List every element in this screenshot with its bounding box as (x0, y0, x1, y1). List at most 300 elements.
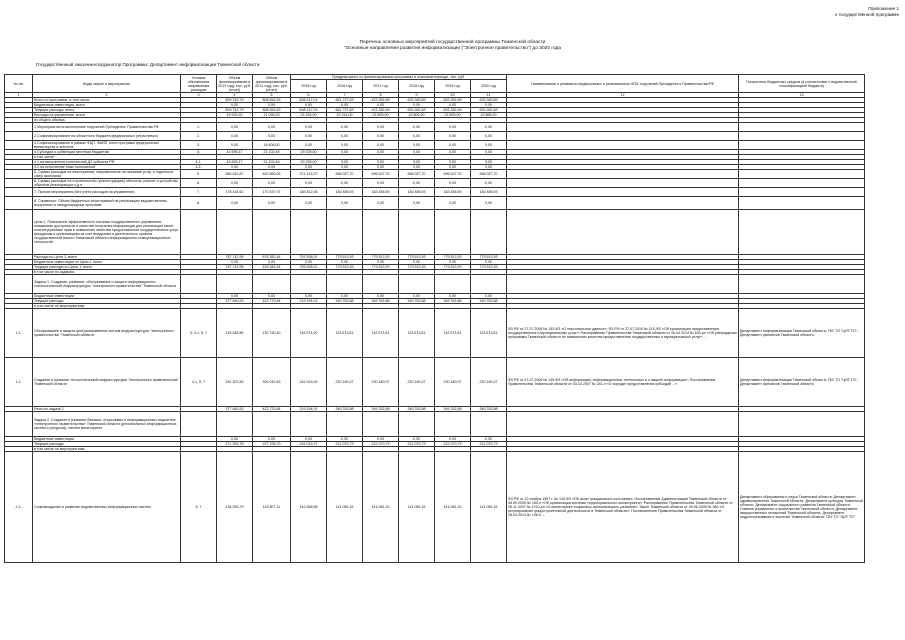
row-year-value: 0,00 (291, 179, 327, 188)
row-conditions: 4.2. (181, 165, 217, 170)
column-number: 7 (327, 93, 363, 98)
measures-table (4, 74, 865, 563)
row-conditions: 3. (181, 141, 217, 150)
empty-cell (507, 210, 739, 255)
row-year-value: 0,00 (291, 260, 327, 265)
row-year-value: 0,00 (471, 260, 507, 265)
row-year-value: 423 282,69 (363, 98, 399, 103)
column-number: 10 (435, 93, 471, 98)
row-conditions: 6. (181, 179, 217, 188)
row-year-value: 22 214,00 (327, 113, 363, 118)
row-year-value: 0,00 (363, 165, 399, 170)
empty-cell (471, 412, 507, 437)
empty-cell (435, 275, 471, 294)
row-year-value: 633 282,69 (399, 98, 435, 103)
row-recipients (739, 123, 865, 132)
row-vol-2013: 0,00 (217, 165, 253, 170)
row-num (5, 132, 33, 141)
row-year-value: 596 027,70 (363, 170, 399, 179)
row-name: Всего по программе, в том числе: (33, 98, 181, 103)
row-recipients: Департамент образования и науки Тюменской области; Департамент здравоохранения Тюменской области; Департамент культуры Тюменской области; Департамент социального развития Тюменской области; Главное управление строительства Тюменской области; Департамент имущественных отношений Тюменской области; Департамент недропользования и экологии Тюменской области; ГБУ ТО "ЦИТ ТО" (739, 452, 865, 563)
row-vol-2014: 678 382,44 (253, 265, 291, 270)
column-number: 5 (253, 93, 291, 98)
row-year-value: 633 282,69 (435, 98, 471, 103)
column-number: 2 (33, 93, 181, 98)
row-year-value: 0,00 (471, 294, 507, 299)
row-year-value: 0,00 (471, 197, 507, 210)
row-name: 4.1.на выполнение полномочий ДЗ субъекта РФ (33, 160, 181, 165)
row-year-value: 0,00 (399, 260, 435, 265)
row-name: Бюджетные инвестиции (33, 437, 181, 442)
row-vol-2014: 21 099,23 (253, 113, 291, 118)
appendix-line-2: к государственной программе (835, 11, 899, 17)
column-number: 4 (217, 93, 253, 98)
row-num (5, 123, 33, 132)
row-num (5, 179, 33, 188)
row-name: Бюджетные инвестиции, всего (33, 103, 181, 108)
row-year-value: 185 812,08 (291, 188, 327, 197)
row-vol-2013: 19 939,32 (217, 113, 253, 118)
row-year-value: 349 762,88 (435, 299, 471, 304)
row-acts (507, 123, 739, 132)
header-year: 2015 год (291, 80, 327, 93)
row-year-value: 0,00 (399, 103, 435, 108)
row-vol-2013: 42 695,17 (217, 160, 253, 165)
row-vol-2013: 115 345,86 (217, 309, 253, 358)
empty-cell (739, 275, 865, 294)
row-vol-2014: 678 382,44 (253, 255, 291, 260)
row-name: 4.2.на исполнение иных полномочий (33, 165, 181, 170)
header-conditions: Условия обеспечения направления расходов (181, 75, 217, 93)
row-year-value: 779 513,93 (327, 265, 363, 270)
row-year-value: 0,00 (291, 437, 327, 442)
row-year-value: 119 573,61 (471, 309, 507, 358)
row-year-value: 22 809,00 (435, 113, 471, 118)
row-conditions: 4.1. (181, 160, 217, 165)
row-num (5, 412, 33, 437)
row-year-value: 349 762,88 (471, 299, 507, 304)
row-year-value: 0,00 (435, 294, 471, 299)
row-num (5, 275, 33, 294)
row-year-value: 0,00 (399, 179, 435, 188)
row-year-value: 0,00 (291, 141, 327, 150)
table-row (5, 179, 865, 188)
row-year-value: 349 762,88 (399, 299, 435, 304)
row-conditions: 8. (181, 197, 217, 210)
row-year-value: 29 239,00 (291, 150, 327, 155)
empty-cell (291, 412, 327, 437)
header-acts: Наименование и реквизиты федеральных и региональных НПА, поручений Президента и Правительства РФ (507, 75, 739, 93)
row-year-value: 0,00 (471, 103, 507, 108)
row-name: Текущие расходы (33, 442, 181, 447)
header-year: 2016 год (327, 80, 363, 93)
row-vol-2014: 115 807,11 (253, 452, 291, 563)
empty-cell (435, 210, 471, 255)
row-vol-2014: 0,00 (253, 260, 291, 265)
empty-cell (181, 275, 217, 294)
row-year-value: 779 513,93 (435, 265, 471, 270)
column-number: 3 (181, 93, 217, 98)
row-year-value: 0,00 (327, 260, 363, 265)
row-year-value: 651 727,63 (327, 108, 363, 113)
row-year-value: 0,00 (435, 437, 471, 442)
column-number: 13 (739, 93, 865, 98)
row-year-value: 0,00 (327, 103, 363, 108)
empty-cell (471, 275, 507, 294)
row-year-value: 349 762,88 (363, 299, 399, 304)
empty-cell (327, 210, 363, 255)
row-year-value: 0,00 (435, 165, 471, 170)
row-year-value: 219 194,01 (291, 299, 327, 304)
empty-cell (253, 275, 291, 294)
row-acts: Ф3 РФ от 27.07.2006 № 152-ФЗ «О персональных данных»; Ф3 РФ от 27.07.2010 № 210-ФЗ «Об организации предоставления государственных и муниципальных услуг»; Распоряжение Правительства Тюменской области от 16.04.2014 № 630-рп «Об утверждении программы Тюменской области по повышению качества предоставления государственных и муниципальных услуг» ... (507, 309, 739, 358)
row-vol-2013: 134 053,79 (217, 452, 253, 563)
row-year-value: 0,00 (291, 103, 327, 108)
row-vol-2013: 0,00 (217, 132, 253, 141)
row-conditions: 4. (181, 150, 217, 155)
row-year-value: 22 809,00 (399, 113, 435, 118)
row-name: Итого по задаче 1 (33, 407, 181, 412)
row-vol-2013: 377 640,53 (217, 407, 253, 412)
row-year-value: 0,00 (471, 160, 507, 165)
row-year-value: 115 574,00 (291, 309, 327, 358)
row-acts (507, 132, 739, 141)
row-year-value: 779 513,93 (471, 265, 507, 270)
row-year-value: 779 513,93 (435, 255, 471, 260)
section-row (5, 412, 865, 437)
row-year-value: 349 762,88 (435, 407, 471, 412)
row-num (5, 188, 33, 197)
row-year-value: 119 573,61 (435, 309, 471, 358)
row-year-value: 0,00 (327, 165, 363, 170)
row-name: в том числе: (33, 155, 181, 160)
row-vol-2014: 302 040,45 (253, 358, 291, 407)
row-recipients (739, 132, 865, 141)
row-year-value: 0,00 (363, 150, 399, 155)
row-vol-2013: 0,00 (217, 294, 253, 299)
header-name: Виды затрат и мероприятия (33, 75, 181, 93)
row-year-value: 0,00 (291, 132, 327, 141)
row-conditions: 4.1, 5, 7 (181, 358, 217, 407)
row-year-value: 0,00 (399, 132, 435, 141)
row-recipients (739, 197, 865, 210)
row-name: 8. Справочно: Объем бюджетных ассигнований на реализацию ведомственных, внутренних и международных программ (33, 197, 181, 210)
column-number: 8 (363, 93, 399, 98)
row-year-value: 212 070,73 (435, 442, 471, 447)
column-number: 9 (399, 93, 435, 98)
row-year-value: 0,00 (363, 132, 399, 141)
row-recipients (739, 141, 865, 150)
row-vol-2013: 0,00 (217, 123, 253, 132)
row-name: Текущие расходы по Цели 1, всего (33, 265, 181, 270)
row-year-value: 22 254,00 (291, 113, 327, 118)
row-year-value: 371 143,37 (291, 170, 327, 179)
row-name: 6. Суммы расходов на строительство (реконструкцию) объектов, ремонт и устройство объектов реализующих к.д.н. (33, 179, 181, 188)
row-year-value: 0,00 (435, 179, 471, 188)
row-vol-2013: 787 742,95 (217, 265, 253, 270)
row-name: 1.Мероприятия на выполнение поручений Президента, Правительства РФ (33, 123, 181, 132)
row-recipients: Департамент информатизации Тюменской области; ГБУ ТО "ЦИТ ТО"; Департамент финансов Тюменской области (739, 309, 865, 358)
row-year-value: 779 513,93 (471, 255, 507, 260)
row-vol-2014: 808 562,53 (253, 108, 291, 113)
row-year-value: 0,00 (363, 197, 399, 210)
customer-line: Государственный заказчик-координатор Программы: Департамент информатизации Тюменской области (36, 62, 260, 67)
row-year-value: 0,00 (363, 179, 399, 188)
empty-cell (291, 275, 327, 294)
header-recipients: Получатели бюджетных средств (в соответствии с ведомственной классификацией бюджета) (739, 75, 865, 93)
row-name: в том числе по мероприятиям: (33, 304, 181, 309)
header-year: 2017 год (363, 80, 399, 93)
empty-cell (363, 275, 399, 294)
row-vol-2014: 0,00 (253, 103, 291, 108)
row-year-value: 219 194,01 (291, 407, 327, 412)
row-year-value: 183 485,93 (363, 188, 399, 197)
row-year-value: 141 081,32 (363, 452, 399, 563)
row-year-value: 0,00 (363, 437, 399, 442)
empty-cell (181, 412, 217, 437)
empty-cell (217, 275, 253, 294)
column-number: 12 (507, 93, 739, 98)
header-year: 2020 год (471, 80, 507, 93)
row-year-value: 0,00 (471, 123, 507, 132)
row-year-value: 779 513,93 (363, 255, 399, 260)
row-vol-2014: 0,00 (253, 437, 291, 442)
row-acts: Ф3 РФ от 12 ноября 1997 г. № 143-ФЗ «Об актах гражданского состояния»; Постановление Администрации Тюменской области от 06.09.2005 № 150-п «Об организации системы территориального мониторинга»; Распоряжение Правительства Тюменской области от 26.11.2007 № 1010-рп «О мониторинге социально-экономического развития»; Закон Тюменской области от 09.06.2005 № 380 «О регулировании градостроительной деятельности в Тюменской области»; Постановление Правительства Тюменской области от 28.04.2014 № 196-п ... (507, 452, 739, 563)
row-vol-2013: 377 640,53 (217, 299, 253, 304)
document-title-line-1: Перечень основных мероприятий государственной программы Тюменской области (359, 40, 546, 45)
row-conditions: 5. (181, 170, 217, 179)
row-num (5, 210, 33, 255)
row-year-value: 141 081,32 (327, 452, 363, 563)
empty-cell (471, 210, 507, 255)
row-vol-2013: 0,00 (217, 197, 253, 210)
row-year-value: 0,00 (363, 123, 399, 132)
row-year-value: 29 239,00 (291, 160, 327, 165)
row-year-value: 0,00 (435, 103, 471, 108)
row-num: 1.2. (5, 358, 33, 407)
row-year-value: 838 217,01 (291, 108, 327, 113)
row-year-value: 349 762,88 (327, 299, 363, 304)
row-year-value: 596 027,70 (327, 170, 363, 179)
row-recipients (739, 170, 865, 179)
row-year-value: 22 809,00 (363, 113, 399, 118)
row-name: Расходы на управление, всего (33, 113, 181, 118)
row-year-value: 0,00 (399, 197, 435, 210)
row-vol-2013: 787 742,95 (217, 255, 253, 260)
row-year-value: 22 865,00 (471, 113, 507, 118)
row-year-value: 0,00 (327, 437, 363, 442)
row-recipients (739, 188, 865, 197)
row-vol-2013: 291 307,82 (217, 358, 253, 407)
row-year-value: 349 762,88 (327, 407, 363, 412)
row-vol-2014: 21 102,49 (253, 150, 291, 155)
column-number: 11 (471, 93, 507, 98)
row-vol-2013: 0,00 (217, 260, 253, 265)
row-year-value: 212 070,73 (471, 442, 507, 447)
row-year-value: 0,00 (399, 150, 435, 155)
row-year-value: 779 513,93 (363, 265, 399, 270)
row-num: 1.1. (5, 309, 33, 358)
row-vol-2014: 0,00 (253, 179, 291, 188)
row-vol-2014: 422 770,84 (253, 299, 291, 304)
row-year-value: 349 762,88 (471, 407, 507, 412)
row-year-value: 141 081,32 (471, 452, 507, 563)
row-year-value: 793 538,01 (291, 255, 327, 260)
row-name: Бюджетные инвестиции по Цели 1, всего (33, 260, 181, 265)
row-year-value: 0,00 (291, 165, 327, 170)
empty-cell (507, 275, 739, 294)
table-row (5, 452, 865, 563)
table-row (5, 170, 865, 179)
row-year-value: 651 727,63 (327, 98, 363, 103)
header-year: 2018 год (399, 80, 435, 93)
row-year-value: 242 619,25 (291, 358, 327, 407)
row-year-value: 633 282,69 (471, 108, 507, 113)
row-num (5, 141, 33, 150)
row-name: 2.Софинансирование на областного бюджета федеральных (отраслевых) (33, 132, 181, 141)
section-text: Цель 1. Повышение эффективности системы государственного управления, повышение доступности и качества получения информации для реализации своих конституционных прав и повышение качества предоставления государственных услуг гражданам и организациям за счет внедрения в деятельность органов государственной власти Тюменской области информационно-коммуникационных технологий. (33, 210, 181, 255)
header-row (5, 75, 865, 80)
row-year-value: 0,00 (363, 160, 399, 165)
row-year-value: 596 027,70 (435, 170, 471, 179)
row-num: 2.1. (5, 452, 33, 563)
row-year-value: 0,00 (291, 197, 327, 210)
row-vol-2014: 0,00 (253, 197, 291, 210)
row-year-value: 183 485,93 (435, 188, 471, 197)
table-row (5, 132, 865, 141)
row-year-value: 779 513,93 (399, 265, 435, 270)
row-year-value: 0,00 (327, 179, 363, 188)
row-name: Обслуживание и защита централизованных систем инфраструктуры "электронного правительства" Тюменской области (33, 309, 181, 358)
empty-cell (291, 210, 327, 255)
row-vol-2014: 0,00 (253, 132, 291, 141)
header-vol-2013: Объем финансирования в 2013 году, тыс. руб. (отчет) (218, 75, 251, 92)
table-row (5, 141, 865, 150)
row-year-value: 119 573,61 (363, 309, 399, 358)
row-vol-2013: 178 424,62 (217, 188, 253, 197)
row-name: Сопровождение и развитие ведомственных информационных систем (33, 452, 181, 563)
row-name: 3.Софинансирование в рамках ФЦП, ФАИП, иных программ федеральных министерств и агентств (33, 141, 181, 150)
header-num: № п/п (5, 75, 33, 93)
section-row (5, 210, 865, 255)
row-year-value: 0,00 (327, 197, 363, 210)
row-acts: Ф3 РФ от 27.07.2006 № 149-ФЗ «Об информации, информационных технологиях и о защите информации»; Постановление Правительства Тюменской области от 03.10.2007 № 241-п «О порядке предоставления субсидий ...» (507, 358, 739, 407)
row-vol-2014: 170 437,97 (253, 188, 291, 197)
column-number: 6 (291, 93, 327, 98)
row-year-value: 0,00 (363, 103, 399, 108)
row-vol-2014: 422 770,84 (253, 407, 291, 412)
row-vol-2014: 21 102,49 (253, 160, 291, 165)
empty-cell (399, 412, 435, 437)
row-name: из общего объема: (33, 118, 181, 123)
row-year-value: 0,00 (327, 123, 363, 132)
row-vol-2013: 0,00 (217, 103, 253, 108)
row-year-value: 0,00 (435, 160, 471, 165)
row-year-value: 0,00 (399, 123, 435, 132)
header-year: 2019 год (435, 80, 471, 93)
empty-cell (327, 412, 363, 437)
row-year-value: 0,00 (471, 437, 507, 442)
table-row (5, 123, 865, 132)
appendix-line-1: Приложение 1 (868, 6, 899, 11)
row-year-value: 212 070,73 (327, 442, 363, 447)
row-year-value: 212 070,73 (399, 442, 435, 447)
row-year-value: 0,00 (435, 123, 471, 132)
appendix-note (835, 6, 899, 17)
row-year-value: 793 538,01 (291, 265, 327, 270)
row-vol-2013: 42 695,17 (217, 150, 253, 155)
empty-cell (507, 412, 739, 437)
row-year-value: 423 282,69 (363, 108, 399, 113)
row-vol-2014: 227 708,79 (253, 442, 291, 447)
row-name: 5. Суммы расходов на мероприятия, направленные на оказание услуг и отдельных сфер экономики (33, 170, 181, 179)
row-year-value: 0,00 (399, 165, 435, 170)
row-year-value: 0,00 (399, 160, 435, 165)
row-vol-2014: 0,00 (253, 165, 291, 170)
empty-cell (363, 412, 399, 437)
empty-cell (739, 210, 865, 255)
empty-cell (253, 210, 291, 255)
row-acts (507, 170, 739, 179)
empty-cell (363, 210, 399, 255)
row-vol-2014: 808 562,53 (253, 98, 291, 103)
row-year-value: 119 573,61 (399, 309, 435, 358)
row-year-value: 349 762,88 (399, 407, 435, 412)
empty-cell (181, 210, 217, 255)
table-row (5, 188, 865, 197)
row-vol-2014: 16 606,00 (253, 141, 291, 150)
header-vol-2014: Объем финансирования в 2014 году, тыс. руб. (отчет) (253, 75, 291, 93)
empty-cell (399, 210, 435, 255)
row-year-value: 0,00 (471, 132, 507, 141)
row-acts (507, 179, 739, 188)
section-text: Задача 2. Создание и развитие базовых, отраслевых и информационных подсистем «электронного правительства» Тюменской области (региональных информационных систем и ресурсов), систем мониторинга (33, 412, 181, 437)
row-year-value: 779 513,93 (327, 255, 363, 260)
row-name: Бюджетные инвестиции (33, 294, 181, 299)
row-year-value: 596 027,70 (399, 170, 435, 179)
empty-cell (739, 412, 865, 437)
empty-cell (327, 275, 363, 294)
row-name: Текущие расходы, всего (33, 108, 181, 113)
row-name: в том числе по задачам: (33, 270, 181, 275)
row-year-value: 0,00 (471, 141, 507, 150)
row-year-value: 0,00 (327, 141, 363, 150)
row-name: 7. Прочие мероприятия (без учета расходов на управление) (33, 188, 181, 197)
column-number: 1 (5, 93, 33, 98)
row-name: Текущие расходы (33, 299, 181, 304)
empty-cell (217, 412, 253, 437)
row-year-value: 0,00 (435, 197, 471, 210)
row-acts (507, 197, 739, 210)
row-year-value: 633 282,69 (471, 98, 507, 103)
row-year-value: 0,00 (471, 165, 507, 170)
table-row (5, 358, 865, 407)
row-name: в том числе по мероприятиям: (33, 447, 181, 452)
row-year-value: 0,00 (327, 294, 363, 299)
row-year-value: 0,00 (363, 294, 399, 299)
row-year-value: 0,00 (471, 150, 507, 155)
row-year-value: 0,00 (291, 123, 327, 132)
row-year-value: 633 282,69 (399, 108, 435, 113)
table-row (5, 197, 865, 210)
empty-cell (399, 275, 435, 294)
row-year-value: 212 070,73 (363, 442, 399, 447)
row-vol-2013: 0,00 (217, 141, 253, 150)
row-year-value: 0,00 (435, 132, 471, 141)
row-conditions: 3, 4.1, 5, 7 (181, 309, 217, 358)
row-conditions: 1. (181, 123, 217, 132)
empty-cell (253, 412, 291, 437)
